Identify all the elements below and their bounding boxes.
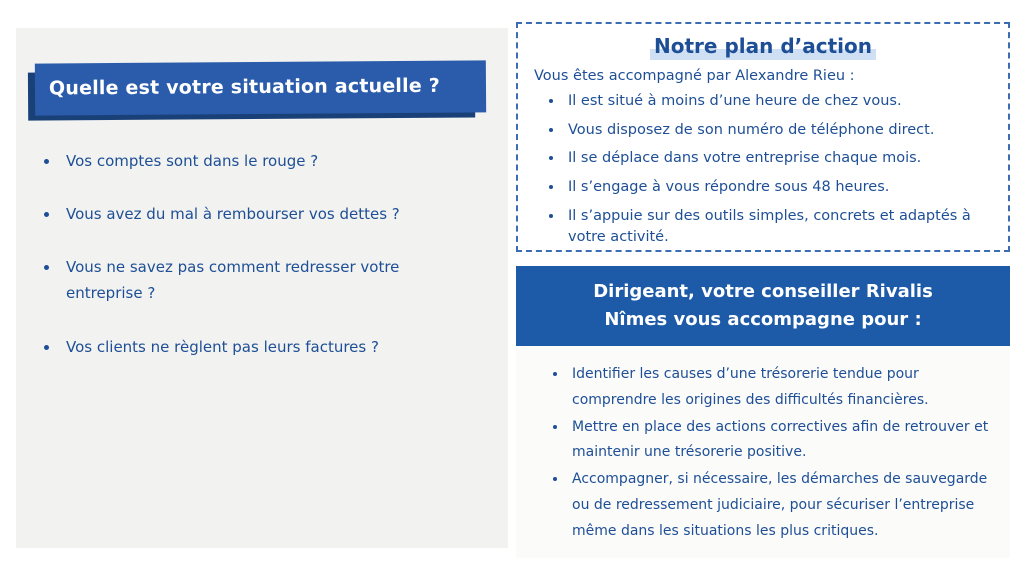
list-item: • Il se déplace dans votre entreprise chaque mois. xyxy=(564,148,994,169)
list-item: • Identifier les causes d’une trésorerie tendue pour comprendre les origines des difficultés financières. xyxy=(568,362,992,414)
list-item: • Il s’engage à vous répondre sous 48 heures. xyxy=(564,177,994,198)
advisor-list xyxy=(568,362,992,545)
list-item: • Vos clients ne règlent pas leurs factures ? xyxy=(60,334,460,360)
action-plan-title xyxy=(532,34,994,58)
list-item: • Accompagner, si nécessaire, les démarches de sauvegarde ou de redressement judiciaire, pour sécuriser l’entreprise même dans les situations les plus critiques. xyxy=(568,467,992,545)
situation-title-banner xyxy=(35,60,486,115)
situation-title-banner-fill xyxy=(35,60,486,115)
list-item: • Vous avez du mal à rembourser vos dettes ? xyxy=(60,201,460,227)
action-plan-list xyxy=(564,91,994,247)
situation-card xyxy=(16,28,508,548)
list-item: • Il s’appuie sur des outils simples, concrets et adaptés à votre activité. xyxy=(564,206,994,247)
action-plan-intro: Vous êtes accompagné par Alexandre Rieu : xyxy=(534,68,855,84)
advisor-box xyxy=(516,266,1010,558)
list-item: • Il est situé à moins d’une heure de chez vous. xyxy=(564,91,994,112)
list-item: • Vos comptes sont dans le rouge ? xyxy=(60,148,460,174)
list-item: • Mettre en place des actions correctives afin de retrouver et maintenir une trésorerie positive. xyxy=(568,415,992,467)
advisor-title-line2: Nîmes vous accompagne pour : xyxy=(604,308,922,330)
action-plan-title-text: Notre plan d’action xyxy=(650,34,876,60)
list-item: • Vous disposez de son numéro de téléphone direct. xyxy=(564,120,994,141)
advisor-title xyxy=(516,266,1010,346)
situation-list xyxy=(60,148,478,360)
advisor-title-line1: Dirigeant, votre conseiller Rivalis xyxy=(593,281,933,302)
situation-title: Quelle est votre situation actuelle ? xyxy=(48,74,441,100)
list-item: • Vous ne savez pas comment redresser votre entreprise ? xyxy=(60,254,460,307)
action-plan-box xyxy=(516,22,1010,252)
